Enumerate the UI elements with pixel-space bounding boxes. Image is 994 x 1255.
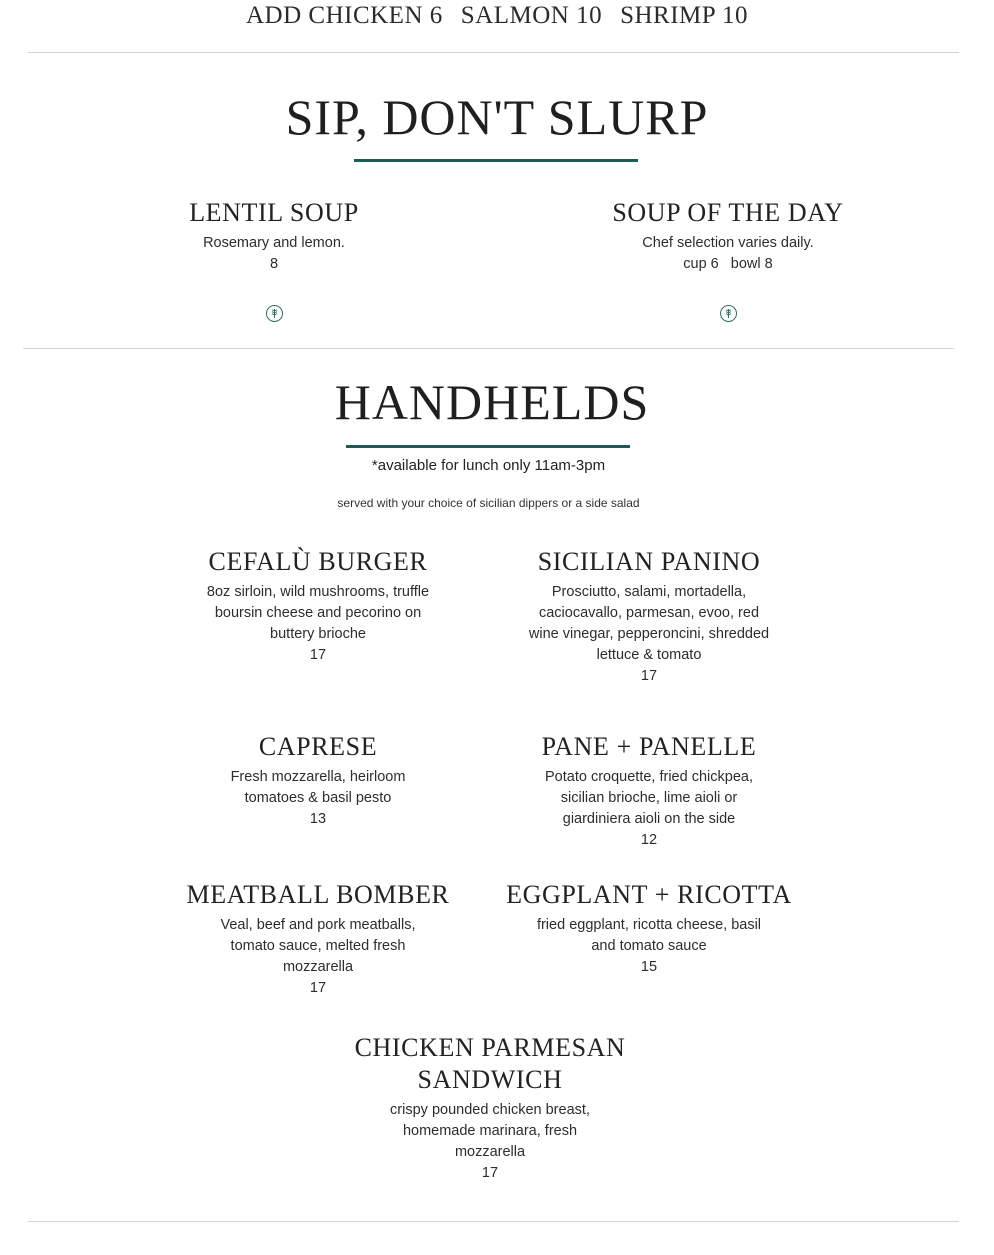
item-name: EGGPLANT + RICOTTA [506, 880, 792, 909]
section-title-soup: SIP, DON'T SLURP [285, 89, 709, 145]
item-price: 13 [309, 811, 327, 827]
item-name: PANE + PANELLE [541, 732, 757, 761]
section-underline [354, 159, 638, 162]
item-price: 17 [309, 980, 327, 996]
divider [23, 348, 954, 349]
item-description: fried eggplant, ricotta cheese, basil and tomato sauce 15 [484, 915, 814, 978]
vegan-leaf-icon [266, 305, 283, 322]
menu-item-pane-panelle [499, 731, 799, 851]
availability-note: *available for lunch only 11am-3pm [371, 457, 606, 474]
item-description: Rosemary and lemon. 8 [124, 233, 424, 275]
item-description: Fresh mozzarella, heirloom tomatoes & basil pesto 13 [168, 767, 468, 830]
item-name: CEFALÙ BURGER [208, 547, 428, 576]
menu-item-meatball-bomber [158, 879, 478, 999]
item-price: 15 [640, 959, 658, 975]
item-description: crispy pounded chicken breast, homemade marinara, fresh mozzarella 17 [340, 1100, 640, 1184]
divider [28, 1221, 959, 1222]
item-price: 17 [309, 647, 327, 663]
item-price: 8 [269, 256, 279, 272]
item-description: 8oz sirloin, wild mushrooms, truffle boursin cheese and pecorino on buttery brioche 17 [168, 582, 468, 666]
section-title-handhelds: HANDHELDS [334, 374, 650, 430]
menu-item-lentil-soup [124, 197, 424, 275]
item-price: 17 [640, 668, 658, 684]
side-note: served with your choice of sicilian dippers or a side salad [337, 496, 640, 510]
item-description: Chef selection varies daily. cup 6 bowl 8 [578, 233, 878, 275]
item-name: MEATBALL BOMBER [186, 880, 450, 909]
item-name: CAPRESE [258, 732, 378, 761]
addons-line [0, 2, 994, 30]
item-name: CHICKEN PARMESAN SANDWICH [354, 1033, 626, 1094]
addon-shrimp: SHRIMP 10 [620, 2, 749, 29]
item-price: cup 6 bowl 8 [683, 256, 773, 272]
item-description: Veal, beef and pork meatballs, tomato sauce, melted fresh mozzarella 17 [158, 915, 478, 999]
menu-item-soup-of-the-day [578, 197, 878, 275]
item-name: SOUP OF THE DAY [612, 198, 844, 227]
vegan-leaf-icon [720, 305, 737, 322]
menu-item-caprese [168, 731, 468, 830]
item-description: Prosciutto, salami, mortadella, caciocavallo, parmesan, evoo, red wine vinegar, pepperoncini, shredded lettuce & tomato 17 [494, 582, 804, 687]
item-price: 12 [640, 832, 658, 848]
item-name: LENTIL SOUP [189, 198, 359, 227]
divider [28, 52, 959, 53]
item-price: 17 [481, 1165, 499, 1181]
menu-item-cefalu-burger [168, 546, 468, 666]
section-underline [346, 445, 630, 448]
addon-salmon: SALMON 10 [460, 2, 603, 29]
menu-item-sicilian-panino [494, 546, 804, 687]
menu-item-eggplant-ricotta [484, 879, 814, 978]
item-description: Potato croquette, fried chickpea, sicilian brioche, lime aioli or giardiniera aioli on the side 12 [499, 767, 799, 851]
item-name: SICILIAN PANINO [537, 547, 761, 576]
menu-item-chicken-parmesan-sandwich [340, 1032, 640, 1184]
addon-chicken: ADD CHICKEN 6 [245, 2, 443, 29]
